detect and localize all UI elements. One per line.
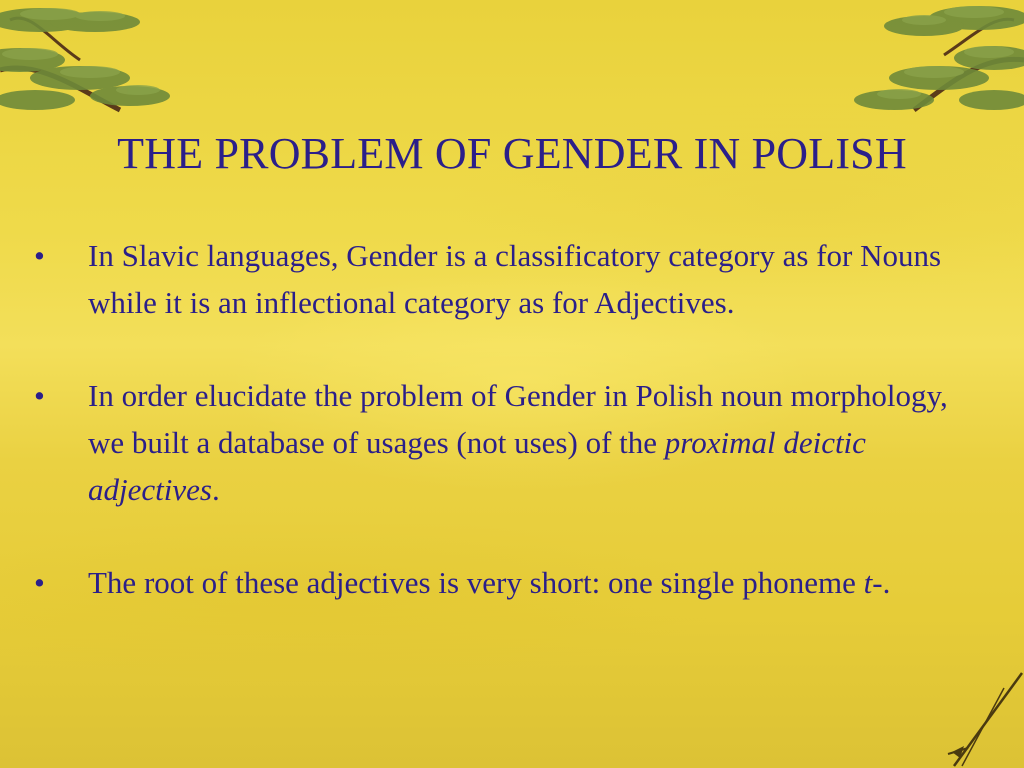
bullet-icon: •	[34, 238, 45, 273]
bullet-text	[88, 565, 890, 600]
bullet-text-part: In order elucidate the problem of Gender in Polish noun morphology, we built a database of usages (not uses) of the	[88, 378, 948, 460]
bullet-text-part: The root of these adjectives is very short: one single phoneme	[88, 565, 864, 600]
spear-icon	[934, 668, 1024, 768]
bullet-italic-term: proximal deictic adjectives	[88, 425, 866, 507]
bullet-italic-term: t	[863, 565, 873, 600]
bullet-item	[34, 232, 984, 326]
bullet-icon: •	[34, 565, 45, 600]
bullet-text: In Slavic languages, Gender is a classificatory category as for Nouns while it is an inflectional category as for Adjectives.	[88, 238, 942, 320]
pine-branch-icon	[0, 0, 180, 140]
bullet-item	[34, 372, 984, 513]
bullet-list	[34, 232, 984, 652]
bullet-icon: •	[34, 378, 45, 413]
bullet-text-end: .	[211, 472, 220, 507]
pine-branch-icon	[844, 0, 1024, 140]
slide-title: THE PROBLEM OF GENDER IN POLISH	[117, 129, 907, 178]
bullet-text	[88, 378, 948, 507]
bullet-text-end: -.	[872, 565, 891, 600]
bullet-item	[34, 559, 984, 606]
